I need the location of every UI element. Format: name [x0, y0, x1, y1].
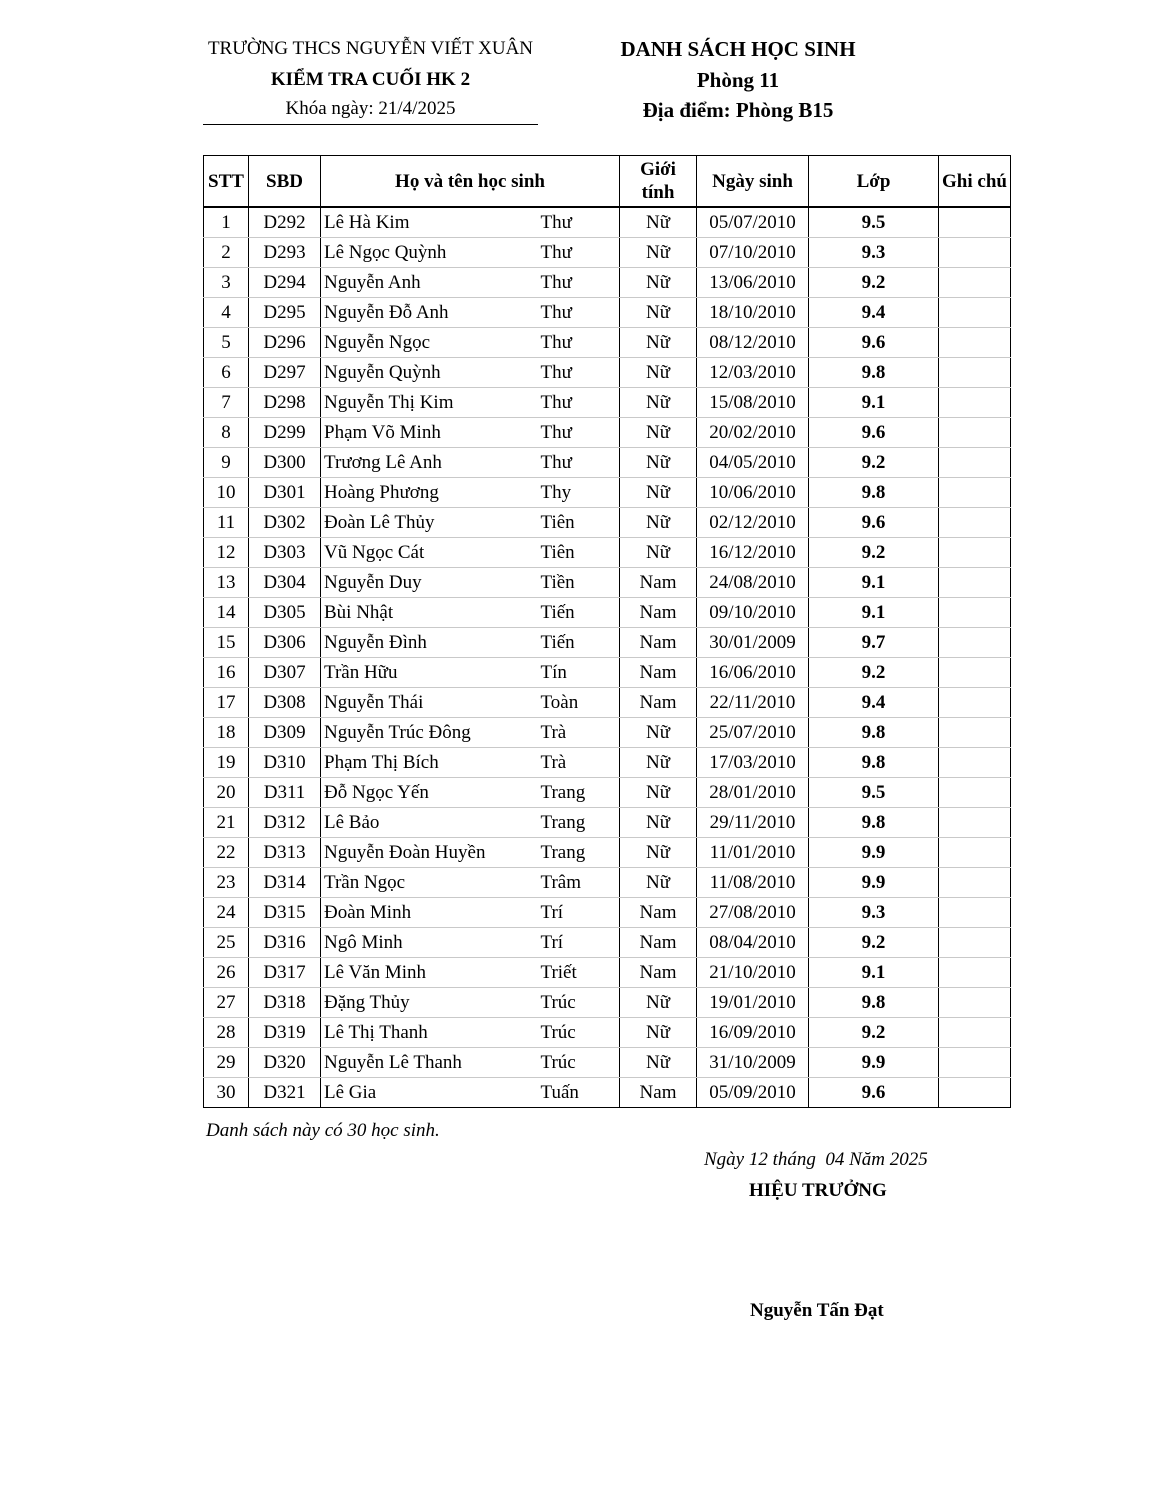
cell-gender: Nam: [620, 568, 697, 598]
table-row: [204, 988, 1011, 1018]
cell-first-name: Triết: [541, 958, 620, 988]
signer-name: Nguyễn Tấn Đạt: [750, 1300, 884, 1321]
cell-gender: Nam: [620, 928, 697, 958]
exam-date: Khóa ngày: 21/4/2025: [285, 98, 456, 119]
cell-dob: 22/11/2010: [697, 688, 809, 718]
table-row: [204, 688, 1011, 718]
cell-class: 9.4: [809, 688, 939, 718]
cell-class: 9.2: [809, 928, 939, 958]
cell-class: 9.4: [809, 298, 939, 328]
cell-first-name: Trí: [541, 898, 620, 928]
cell-dob: 24/08/2010: [697, 568, 809, 598]
cell-note: [939, 478, 1011, 508]
cell-first-name: Thư: [541, 448, 620, 478]
cell-first-name: Tiến: [541, 598, 620, 628]
cell-class: 9.5: [809, 778, 939, 808]
cell-sbd: D298: [249, 388, 321, 418]
cell-note: [939, 988, 1011, 1018]
summary-text: Danh sách này có 30 học sinh.: [206, 1120, 440, 1141]
cell-last-name: Đoàn Minh: [321, 898, 541, 928]
cell-sbd: D317: [249, 958, 321, 988]
cell-class: 9.6: [809, 328, 939, 358]
cell-dob: 05/07/2010: [697, 207, 809, 238]
cell-sbd: D302: [249, 508, 321, 538]
cell-stt: 28: [204, 1018, 249, 1048]
table-row: [204, 598, 1011, 628]
cell-class: 9.9: [809, 1048, 939, 1078]
cell-last-name: Lê Gia: [321, 1078, 541, 1108]
cell-first-name: Thư: [541, 238, 620, 268]
cell-gender: Nữ: [620, 1018, 697, 1048]
cell-stt: 27: [204, 988, 249, 1018]
school-name: TRƯỜNG THCS NGUYỄN VIẾT XUÂN: [207, 38, 534, 59]
cell-last-name: Nguyễn Quỳnh: [321, 358, 541, 388]
table-row: [204, 628, 1011, 658]
cell-sbd: D296: [249, 328, 321, 358]
sign-date: Ngày 12 tháng 04 Năm 2025: [704, 1149, 928, 1170]
cell-stt: 29: [204, 1048, 249, 1078]
cell-stt: 20: [204, 778, 249, 808]
table-row: [204, 478, 1011, 508]
cell-last-name: Đặng Thủy: [321, 988, 541, 1018]
cell-dob: 13/06/2010: [697, 268, 809, 298]
cell-note: [939, 778, 1011, 808]
cell-stt: 5: [204, 328, 249, 358]
cell-note: [939, 1048, 1011, 1078]
cell-class: 9.2: [809, 448, 939, 478]
table-row: [204, 358, 1011, 388]
cell-stt: 10: [204, 478, 249, 508]
cell-first-name: Trang: [541, 838, 620, 868]
cell-gender: Nữ: [620, 838, 697, 868]
cell-gender: Nam: [620, 598, 697, 628]
col-header-class: Lớp: [809, 156, 939, 208]
table-row: [204, 718, 1011, 748]
cell-class: 9.1: [809, 598, 939, 628]
cell-dob: 10/06/2010: [697, 478, 809, 508]
cell-dob: 21/10/2010: [697, 958, 809, 988]
cell-note: [939, 658, 1011, 688]
cell-first-name: Tín: [541, 658, 620, 688]
cell-dob: 17/03/2010: [697, 748, 809, 778]
cell-class: 9.8: [809, 478, 939, 508]
cell-dob: 12/03/2010: [697, 358, 809, 388]
cell-dob: 28/01/2010: [697, 778, 809, 808]
cell-stt: 22: [204, 838, 249, 868]
cell-gender: Nữ: [620, 868, 697, 898]
cell-first-name: Thư: [541, 268, 620, 298]
cell-stt: 24: [204, 898, 249, 928]
cell-sbd: D308: [249, 688, 321, 718]
cell-last-name: Trần Hữu: [321, 658, 541, 688]
cell-dob: 31/10/2009: [697, 1048, 809, 1078]
cell-sbd: D294: [249, 268, 321, 298]
table-row: [204, 808, 1011, 838]
cell-dob: 16/09/2010: [697, 1018, 809, 1048]
cell-sbd: D319: [249, 1018, 321, 1048]
cell-last-name: Lê Thị Thanh: [321, 1018, 541, 1048]
cell-gender: Nữ: [620, 988, 697, 1018]
cell-first-name: Trâm: [541, 868, 620, 898]
cell-class: 9.8: [809, 358, 939, 388]
cell-dob: 11/01/2010: [697, 838, 809, 868]
cell-sbd: D305: [249, 598, 321, 628]
cell-dob: 04/05/2010: [697, 448, 809, 478]
cell-note: [939, 1018, 1011, 1048]
cell-gender: Nữ: [620, 268, 697, 298]
cell-last-name: Nguyễn Thị Kim: [321, 388, 541, 418]
cell-first-name: Thư: [541, 328, 620, 358]
cell-last-name: Lê Bảo: [321, 808, 541, 838]
table-row: [204, 388, 1011, 418]
cell-sbd: D316: [249, 928, 321, 958]
cell-first-name: Toàn: [541, 688, 620, 718]
page-title: DANH SÁCH HỌC SINH: [620, 37, 856, 61]
cell-last-name: Đỗ Ngọc Yến: [321, 778, 541, 808]
cell-gender: Nam: [620, 658, 697, 688]
cell-gender: Nữ: [620, 448, 697, 478]
cell-stt: 2: [204, 238, 249, 268]
cell-last-name: Vũ Ngọc Cát: [321, 538, 541, 568]
col-header-gender-line2: tính: [641, 182, 675, 203]
cell-note: [939, 448, 1011, 478]
cell-gender: Nam: [620, 688, 697, 718]
cell-gender: Nữ: [620, 718, 697, 748]
cell-sbd: D307: [249, 658, 321, 688]
table-row: [204, 207, 1011, 238]
cell-note: [939, 868, 1011, 898]
cell-dob: 16/06/2010: [697, 658, 809, 688]
cell-dob: 20/02/2010: [697, 418, 809, 448]
table-row: [204, 328, 1011, 358]
cell-last-name: Nguyễn Anh: [321, 268, 541, 298]
table-row: [204, 418, 1011, 448]
cell-sbd: D321: [249, 1078, 321, 1108]
cell-note: [939, 207, 1011, 238]
cell-dob: 07/10/2010: [697, 238, 809, 268]
cell-dob: 11/08/2010: [697, 868, 809, 898]
room-label: Phòng 11: [696, 68, 780, 92]
cell-sbd: D312: [249, 808, 321, 838]
cell-stt: 14: [204, 598, 249, 628]
cell-last-name: Hoàng Phương: [321, 478, 541, 508]
cell-dob: 05/09/2010: [697, 1078, 809, 1108]
cell-class: 9.5: [809, 207, 939, 238]
col-header-sbd: SBD: [249, 156, 321, 208]
table-row: [204, 508, 1011, 538]
cell-note: [939, 628, 1011, 658]
exam-name: KIỂM TRA CUỐI HK 2: [270, 69, 471, 90]
cell-sbd: D309: [249, 718, 321, 748]
col-header-note: Ghi chú: [939, 156, 1011, 208]
table-row: [204, 778, 1011, 808]
cell-dob: 09/10/2010: [697, 598, 809, 628]
cell-stt: 11: [204, 508, 249, 538]
cell-first-name: Trí: [541, 928, 620, 958]
cell-stt: 13: [204, 568, 249, 598]
cell-note: [939, 748, 1011, 778]
cell-note: [939, 238, 1011, 268]
cell-last-name: Trần Ngọc: [321, 868, 541, 898]
cell-stt: 26: [204, 958, 249, 988]
cell-stt: 4: [204, 298, 249, 328]
cell-gender: Nam: [620, 958, 697, 988]
cell-note: [939, 928, 1011, 958]
cell-stt: 1: [204, 207, 249, 238]
cell-class: 9.9: [809, 838, 939, 868]
cell-stt: 8: [204, 418, 249, 448]
cell-class: 9.7: [809, 628, 939, 658]
cell-gender: Nữ: [620, 207, 697, 238]
table-row: [204, 568, 1011, 598]
table-row: [204, 1018, 1011, 1048]
cell-class: 9.6: [809, 418, 939, 448]
cell-class: 9.2: [809, 268, 939, 298]
cell-first-name: Tiên: [541, 538, 620, 568]
cell-last-name: Nguyễn Trúc Đông: [321, 718, 541, 748]
cell-note: [939, 598, 1011, 628]
cell-class: 9.2: [809, 1018, 939, 1048]
cell-first-name: Tiến: [541, 628, 620, 658]
cell-last-name: Đoàn Lê Thủy: [321, 508, 541, 538]
cell-note: [939, 1078, 1011, 1108]
cell-sbd: D293: [249, 238, 321, 268]
col-header-gender-line1: Giới: [640, 159, 676, 180]
cell-gender: Nữ: [620, 748, 697, 778]
cell-gender: Nữ: [620, 388, 697, 418]
table-row: [204, 658, 1011, 688]
cell-sbd: D304: [249, 568, 321, 598]
cell-last-name: Lê Văn Minh: [321, 958, 541, 988]
cell-last-name: Nguyễn Lê Thanh: [321, 1048, 541, 1078]
location-label: Địa điểm: Phòng B15: [642, 98, 834, 122]
cell-class: 9.2: [809, 538, 939, 568]
cell-last-name: Bùi Nhật: [321, 598, 541, 628]
cell-first-name: Thư: [541, 358, 620, 388]
cell-first-name: Thư: [541, 207, 620, 238]
cell-first-name: Trúc: [541, 1048, 620, 1078]
cell-first-name: Trang: [541, 808, 620, 838]
cell-sbd: D320: [249, 1048, 321, 1078]
table-row: [204, 898, 1011, 928]
signer-role: HIỆU TRƯỞNG: [749, 1180, 887, 1201]
cell-note: [939, 328, 1011, 358]
cell-note: [939, 358, 1011, 388]
cell-last-name: Phạm Thị Bích: [321, 748, 541, 778]
cell-gender: Nữ: [620, 1048, 697, 1078]
cell-class: 9.3: [809, 898, 939, 928]
cell-stt: 18: [204, 718, 249, 748]
cell-class: 9.1: [809, 388, 939, 418]
cell-class: 9.6: [809, 1078, 939, 1108]
cell-dob: 08/12/2010: [697, 328, 809, 358]
cell-class: 9.8: [809, 808, 939, 838]
cell-sbd: D313: [249, 838, 321, 868]
cell-class: 9.6: [809, 508, 939, 538]
cell-last-name: Lê Ngọc Quỳnh: [321, 238, 541, 268]
cell-note: [939, 538, 1011, 568]
table-row: [204, 958, 1011, 988]
cell-gender: Nữ: [620, 478, 697, 508]
table-header-row: [204, 156, 1011, 208]
cell-note: [939, 298, 1011, 328]
col-header-stt: STT: [204, 156, 249, 208]
cell-last-name: Nguyễn Thái: [321, 688, 541, 718]
cell-gender: Nữ: [620, 358, 697, 388]
cell-note: [939, 508, 1011, 538]
table-row: [204, 838, 1011, 868]
cell-gender: Nam: [620, 628, 697, 658]
cell-last-name: Trương Lê Anh: [321, 448, 541, 478]
table-row: [204, 298, 1011, 328]
col-header-name: Họ và tên học sinh: [321, 156, 620, 208]
cell-sbd: D297: [249, 358, 321, 388]
table-row: [204, 1048, 1011, 1078]
cell-sbd: D306: [249, 628, 321, 658]
table-row: [204, 238, 1011, 268]
cell-note: [939, 838, 1011, 868]
cell-last-name: Nguyễn Đỗ Anh: [321, 298, 541, 328]
cell-dob: 18/10/2010: [697, 298, 809, 328]
cell-gender: Nữ: [620, 418, 697, 448]
cell-class: 9.8: [809, 748, 939, 778]
cell-stt: 7: [204, 388, 249, 418]
cell-note: [939, 688, 1011, 718]
table-row: [204, 268, 1011, 298]
cell-first-name: Tiền: [541, 568, 620, 598]
cell-sbd: D300: [249, 448, 321, 478]
cell-sbd: D314: [249, 868, 321, 898]
cell-sbd: D301: [249, 478, 321, 508]
cell-stt: 16: [204, 658, 249, 688]
cell-gender: Nữ: [620, 238, 697, 268]
cell-first-name: Trúc: [541, 988, 620, 1018]
header-divider: [203, 124, 538, 125]
cell-class: 9.8: [809, 718, 939, 748]
cell-gender: Nam: [620, 1078, 697, 1108]
cell-last-name: Nguyễn Duy: [321, 568, 541, 598]
cell-first-name: Trà: [541, 748, 620, 778]
cell-note: [939, 268, 1011, 298]
cell-dob: 19/01/2010: [697, 988, 809, 1018]
cell-dob: 27/08/2010: [697, 898, 809, 928]
cell-last-name: Ngô Minh: [321, 928, 541, 958]
cell-class: 9.2: [809, 658, 939, 688]
cell-stt: 21: [204, 808, 249, 838]
table-row: [204, 1078, 1011, 1108]
table-row: [204, 868, 1011, 898]
cell-stt: 25: [204, 928, 249, 958]
cell-last-name: Nguyễn Đoàn Huyền: [321, 838, 541, 868]
cell-first-name: Trúc: [541, 1018, 620, 1048]
table-row: [204, 928, 1011, 958]
cell-class: 9.9: [809, 868, 939, 898]
cell-note: [939, 958, 1011, 988]
table-row: [204, 538, 1011, 568]
cell-gender: Nữ: [620, 778, 697, 808]
cell-first-name: Tiên: [541, 508, 620, 538]
cell-gender: Nữ: [620, 538, 697, 568]
cell-dob: 08/04/2010: [697, 928, 809, 958]
cell-dob: 15/08/2010: [697, 388, 809, 418]
cell-first-name: Thy: [541, 478, 620, 508]
cell-gender: Nữ: [620, 808, 697, 838]
cell-note: [939, 388, 1011, 418]
cell-sbd: D299: [249, 418, 321, 448]
cell-dob: 30/01/2009: [697, 628, 809, 658]
cell-dob: 16/12/2010: [697, 538, 809, 568]
cell-last-name: Nguyễn Ngọc: [321, 328, 541, 358]
cell-class: 9.1: [809, 958, 939, 988]
cell-dob: 29/11/2010: [697, 808, 809, 838]
cell-gender: Nữ: [620, 298, 697, 328]
cell-dob: 02/12/2010: [697, 508, 809, 538]
cell-note: [939, 568, 1011, 598]
cell-dob: 25/07/2010: [697, 718, 809, 748]
cell-stt: 15: [204, 628, 249, 658]
cell-note: [939, 718, 1011, 748]
cell-first-name: Tuấn: [541, 1078, 620, 1108]
col-header-gender: [620, 156, 697, 208]
cell-sbd: D295: [249, 298, 321, 328]
cell-last-name: Phạm Võ Minh: [321, 418, 541, 448]
cell-last-name: Lê Hà Kim: [321, 207, 541, 238]
table-row: [204, 748, 1011, 778]
cell-note: [939, 418, 1011, 448]
table-row: [204, 448, 1011, 478]
student-table: [203, 155, 1011, 1108]
cell-sbd: D303: [249, 538, 321, 568]
cell-note: [939, 808, 1011, 838]
cell-note: [939, 898, 1011, 928]
col-header-dob: Ngày sinh: [697, 156, 809, 208]
cell-first-name: Trang: [541, 778, 620, 808]
cell-first-name: Thư: [541, 298, 620, 328]
cell-stt: 6: [204, 358, 249, 388]
cell-stt: 12: [204, 538, 249, 568]
cell-sbd: D310: [249, 748, 321, 778]
cell-class: 9.1: [809, 568, 939, 598]
cell-stt: 23: [204, 868, 249, 898]
cell-stt: 19: [204, 748, 249, 778]
cell-sbd: D292: [249, 207, 321, 238]
cell-first-name: Thư: [541, 418, 620, 448]
cell-gender: Nam: [620, 898, 697, 928]
cell-stt: 3: [204, 268, 249, 298]
cell-first-name: Thư: [541, 388, 620, 418]
cell-stt: 17: [204, 688, 249, 718]
cell-gender: Nữ: [620, 328, 697, 358]
cell-first-name: Trà: [541, 718, 620, 748]
cell-last-name: Nguyễn Đình: [321, 628, 541, 658]
cell-gender: Nữ: [620, 508, 697, 538]
cell-sbd: D318: [249, 988, 321, 1018]
cell-sbd: D311: [249, 778, 321, 808]
cell-class: 9.8: [809, 988, 939, 1018]
cell-stt: 30: [204, 1078, 249, 1108]
cell-class: 9.3: [809, 238, 939, 268]
cell-sbd: D315: [249, 898, 321, 928]
cell-stt: 9: [204, 448, 249, 478]
